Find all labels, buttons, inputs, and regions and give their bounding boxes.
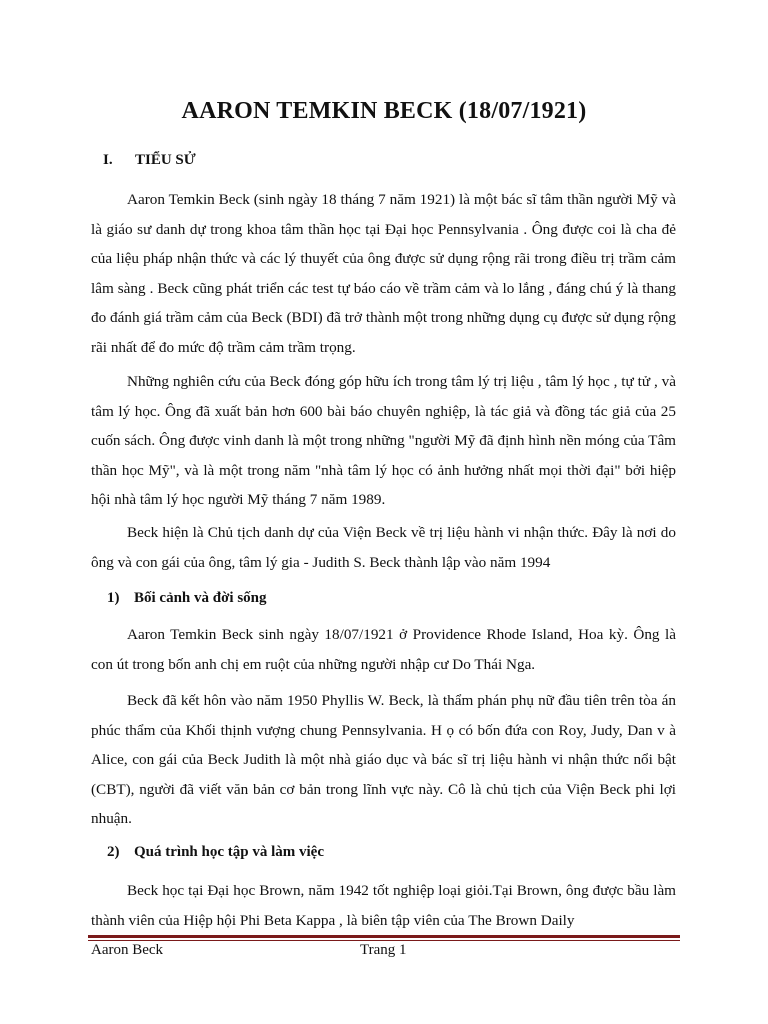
footer-rule-thin (88, 940, 680, 941)
section-title: TIỂU SỬ (135, 152, 196, 168)
document-title: AARON TEMKIN BECK (18/07/1921) (181, 98, 587, 124)
paragraph-intro-2: Những nghiên cứu của Beck đóng góp hữu ích trong tâm lý trị liệu , tâm lý học , tự tử , và tâm lý học. Ông đã xuất bản hơn 600 bài báo chuyên nghiệp, là tác giả và đồng tác giả của 25 cuốn sách. Ông được vinh danh là một trong những "người Mỹ đã định hình nền móng của Tâm thần học Mỹ", và là một trong năm "nhà tâm lý học có ảnh hưởng nhất mọi thời đại" bởi hiệp hội nhà tâm lý học người Mỹ tháng 7 năm 1989. (91, 373, 676, 509)
paragraph-education-1: Beck học tại Đại học Brown, năm 1942 tốt nghiệp loại giỏi.Tại Brown, ông được bầu làm thành viên của Hiệp hội Phi Beta Kappa , là biên tập viên của The Brown Daily (91, 882, 676, 929)
subsection-number: 1) (107, 590, 120, 606)
paragraph-background-1: Aaron Temkin Beck sinh ngày 18/07/1921 ở Providence Rhode Island, Hoa kỳ. Ông là con út trong bốn anh chị em ruột của những người nhập cư Do Thái Nga. (91, 626, 676, 673)
paragraph-background-2: Beck đã kết hôn vào năm 1950 Phyllis W. Beck, là thẩm phán phụ nữ đầu tiên trên tòa án phúc thẩm của Khối thịnh vượng chung Pennsylvania. H ọ có bốn đứa con Roy, Judy, Dan v à Alice, con gái của Beck Judith là một nhà giáo dục và bác sĩ trị liệu hành vi nhận thức nổi bật (CBT), người đã viết văn bản cơ bản trong lĩnh vực này. Cô là chủ tịch của Viện Beck phi lợi nhuận. (91, 692, 676, 828)
section-number: I. (103, 152, 113, 168)
footer-page-number: Trang 1 (360, 942, 407, 958)
section-heading-tieu-su (103, 152, 196, 169)
subsection-title: Quá trình học tập và làm việc (134, 844, 324, 860)
footer-author: Aaron Beck (91, 942, 164, 958)
subsection-heading-background (107, 590, 267, 607)
paragraph-intro-3: Beck hiện là Chủ tịch danh dự của Viện Beck về trị liệu hành vi nhận thức. Đây là nơi do ông và con gái của ông, tâm lý gia - Judith S. Beck thành lập vào năm 1994 (91, 524, 676, 571)
footer-rule-thick (88, 935, 680, 938)
paragraph-intro-1: Aaron Temkin Beck (sinh ngày 18 tháng 7 năm 1921) là một bác sĩ tâm thần người Mỹ và là giáo sư danh dự trong khoa tâm thần học tại Đại học Pennsylvania . Ông được coi là cha đẻ của liệu pháp nhận thức và các lý thuyết của ông được sử dụng rộng rãi trong điều trị trầm cảm lâm sàng . Beck cũng phát triển các test tự báo cáo về trầm cảm và lo lắng , đáng chú ý là thang đo đánh giá trầm cảm của Beck (BDI) đã trở thành một trong những dụng cụ được sử dụng rộng rãi nhất để đo mức độ trầm cảm trầm trọng. (91, 191, 676, 356)
subsection-number: 2) (107, 844, 120, 860)
subsection-title: Bối cảnh và đời sống (134, 590, 267, 606)
subsection-heading-education (107, 844, 324, 861)
